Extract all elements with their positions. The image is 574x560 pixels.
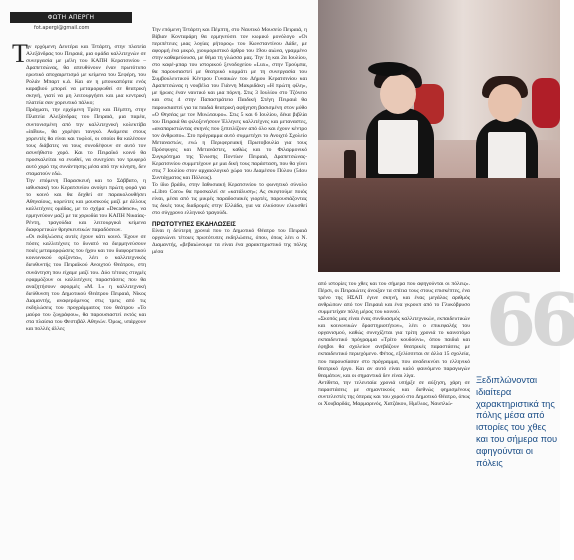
paragraph: ην ερχόμενη Δευτέρα και Τετάρτη, στην πλατεία Αλεξάνδρας του Πειραιά, μια ομάδα καλλιτεχνών σε συνεργασία με μέλη του ΚΑΠΗ Κερατσινίου – Δραπετσώνας, θα απευθύνουν έναν πρωτότυπο ερωτικό αποχαιρετισμό με κείμενα του Σεφέρη, του Ρολάν Μπαρτ κ.ά. Και αν η μπουκαπόρτα ενός καραβιού μπορεί να μεταμορφωθεί σε θεατρική σκηνή, γιατί να μη λειτουργήσει και μια κεντρική πλατεία σαν χορευτικό πάλκο;	[26, 44, 146, 107]
paragraph: «Οι εκδηλώσεις αυτές έχουν κάτι κοινό. Έχουν σε πόσες καλλιτέχνες το δυνατό να διερμηνεύσουν ποιές μεταμορφώσεις του ήχου και του διαφορετικού κοινωνικού ορίζοντα», λέει ο καλλιτεχνικός διευθυντής του Πειραϊκού Ανοιχτού Θεάτρου, στη συνάντηση που είχαμε μαζί του. Δύο τέτοιες στιγμές εφαρμόζουν οι καλλιτέχνες παραστάσεις που θα αναζητήσουν αφορμές «Μ. Ι.» η καλλιτεχνική διεύθυνση του Δημοτικού Θεάτρου Πειραιά, Νίκος Διαμαντής, αναφερόμενος στις τρεις από τις εκδηλώσεις του προγράμματος του θεάτρου «Το μαύρο του ζωγράφου», θα παρουσιαστεί εκτός και στα πλαίσια του Φεστιβάλ Αθηνών. Όμως, υπάρχουν και πολλές άλλες	[26, 234, 146, 332]
drop-cap: Τ	[12, 39, 28, 68]
paragraph: Το ίδιο βράδυ, στην Ιαθυσιακή Κερατσινίου το φωνητικό σύνολο «Libro Coro» θα προσκαλεί σε «κατάλυση»; Ας σκεφτούμε ποιός είναι, μέσα από τις μικρές παραδοσιακές γιορτές, παρουσιάζοντας τις δικές τους διαδρομές στην Ελλάδα, για να ελκύσουν ελκυσθεί στο σύγχρονο ελληνικό τραγούδι.	[152, 182, 307, 217]
article-column-2	[152, 27, 307, 550]
photo-apron	[378, 120, 418, 174]
photo-apron	[488, 132, 526, 182]
paragraph: Είναι η δεύτερη χρονιά που το Δημοτικό Θέατρο του Πειραιά οργανώνει τέτοιες πρωτότυπες εκδηλώσεις, όπου, όπως λέει ο Ν. Διαμαντής, «βεβαιώνουμε τα είναι ένα χαρακτηριστικό της πόλης μέσα	[152, 228, 307, 256]
paragraph: Αντίθετα, την τελευταία χρονιά υπήρξε σε αύξηση, χάρη σε παραστάσεις με σημαντικούς και διεθνώς φημισμένους συντελεστές της όπερας και του χορού στο Δημοτικό Θέατρο, όπως οι Χουβαρδάς, Μαρμαρινός, Χατζάκου, Ημέλιος, Ναυπλιώ-	[318, 379, 470, 407]
article-column-3	[318, 281, 470, 548]
pull-quote: Ξεδιπλώνονται ιδιαίτερα χαρακτηριστικά της πόλης μέσα από ιστορίες του χθες και του σήμερα που αφηγούνται οι πόλεις	[476, 375, 558, 468]
paragraph: Την επόμενη Τετάρτη και Πέμπτη, στο Ναυτικό Μουσείο Πειραιά, η Βίβιαν Κονταράρη θα ερμηνεύσει τον κωμικό μονόλογο «Οι περιπέτειες μιας λογίας ρήτορος» του Κωνσταντίνου Δάδε, με αφορμή ένα μικρό, χιουμοριστικό άρθρο του 19ου αιώνα, γραμμένο στην καθαρεύουσα, με θέμα τη γλώσσα μας. Την 1η και 2α Ιουλίου, στο καφέ-μπαρ του ιστορικού ξενοδοχείου «Lux», στην Τρούμπα, θα παρουσιαστεί με θεατρικό κομμάτι με τη συνεργασία του Συμβουλευτικού Κέντρου Γυναικών του Δήμου Κερατσινίου και Δραπετσώνας η νουβέλα του Γιάννη Μακριδάκη «Η πρώτη φίλη», με ήρωες έναν ναυτικό και μια πόρνη. Στις 3 Ιουλίου στο Τζόνειο και στις 4 στην Παπαστράτειο Παιδική Στέγη Πειραιά θα παρουσιαστεί για τα παιδιά θεατρική αφήγηση βασισμένη στον μύθο «Ο Θησέας με τον Μινώταυρο». Στις 5 και 6 Ιουλίου, δέκα βιβλία του Πειραιά θα φιλοξενήσουν Έλληνες καλλιτέχνες και μεταναστες, «αναπαριστώντας σκηνές που ξεπειλίζουν από όλο και έχουν κέντρο τον άνθρωπο». Στο πρόγραμμα αυτό συμμετέχει το Ανοιχτό Σχολείο Μεταναστών, ενώ η Περιφερειακή Πρωτοβουλία για τους Πρόσφυγες και Μετανάστες, καθώς και το Φιλαρμονικό Συγκρότημα της Ένωσης Ποντίων Πειραιά, Δραπετσώνας-Κερατσινίου συμμετέχουν με μια δική τους παράσταση, που θα γίνει στις 7 Ιουλίου στον αρχαιολογικό χώρο του Διαμέσου Πύλου (54ου Συντάγματος και Πόλεως).	[152, 27, 307, 181]
photo-hat	[368, 62, 410, 76]
paragraph: από ιστορίες του χθες και του σήμερα που αφηγούνται οι πόλεις». Πέρσι, οι Πειραιώτες άνοιξαν τα σπίτια τους στους επισκέπτες, ένα τρένο της ΗΣΑΠ έγινε σκηνή, και ένας μεγάλος αριθμός ανθρώπων από τον Πειραιά και ένα γκρουπ από το Γλυκόβρυσο συμμετείχαν πόλη μέρος του κοινού.	[318, 281, 470, 316]
quote-mark-icon: 66	[486, 277, 574, 362]
photo-face	[488, 84, 522, 122]
paragraph: Την επόμενη Παρασκευή και το Σάββατο, η ιαθυσιακή του Κερατσινίου ανοίγει πρώτη φορά για το κοινό και θα δεχθεί σε παρακολουθήσει Αθηναίους, κορεύτες και μουσικούς μαζί με άλλους καλλιτέχνες ομάδας, με το σχήμα «Decadence», να ερμηνεύουν μαζί με τα χορωδία του ΚΑΠΗ Νικαίας-Ρέντη, τραγούδια και λειτουργικά κείμενα διαφορετικών θρησκευτικών παραδόσεων.	[26, 177, 146, 234]
section-subhead: ΠΡΩΤΟΤΥΠΕΣ ΕΚΔΗΛΩΣΕΙΣ	[152, 221, 236, 229]
paragraph: Πράγματι, την ερχόμενη Τρίτη και Πέμπτη, στην Πλατεία Αλεξάνδρας του Πειραιά, μια παρέα, συντονισμένη από την καλλιτεχνική κολεκτίβα «inBus», θα χορέψει τανγκό. Ανάμεσα στους χορευτές θα είναι και τυφλοί, οι οποίοι θα καλέσουν τους διάβατες να τους συνοδέψουν σε αυτό τον ασυνήθιστο χορό. Και το Πειραϊκό κοινό θα προσκαλείται να ενωθεί, να συνεχίσει τον τρυφερό αυτό χορό της συνάντησης μέσα από την κίνηση, δεν σταματούν εδώ.	[26, 107, 146, 177]
paragraph: «Σκοπός μας είναι ένας συνδυασμός καλλιτεχνικών, εκπαιδευτικών και κοινωνικών δραστηριοτήτων», λέει ο επικεφαλής του οργανισμού, καθώς συνεχίζεται για τρίτη χρονιά το καινοτόμο εκπαιδευτικό πρόγραμμα «Τρίτο κουδούνι», όπου παιδιά και έφηβοι θα σχολείων ανεβάζουν θεατρικές παραστάσεις με εκπαιδευτικό περιεχόμενο. Φέτος, εξελίσσεται σε άλλα 15 σχολεία, που παρουσίασαν στο πρόγραμμα, που αναδεικνύει το ελληνικό θεατρικό έργο. Και αν αυτό είναι καλό φαινόμενο παραγωγών θεαμάτων, και οι σημαντικά δεν είναι λίγα.	[318, 316, 470, 379]
article-column-1	[12, 39, 146, 550]
photo-table	[318, 178, 560, 272]
photo-face	[380, 74, 416, 114]
byline-email: fot.apergi@gmail.com	[34, 25, 90, 31]
byline-author: ΦΩΤΗ ΑΠΕΡΓΗ	[47, 14, 95, 21]
photo-red-object	[532, 78, 560, 128]
article-photo	[318, 0, 560, 272]
